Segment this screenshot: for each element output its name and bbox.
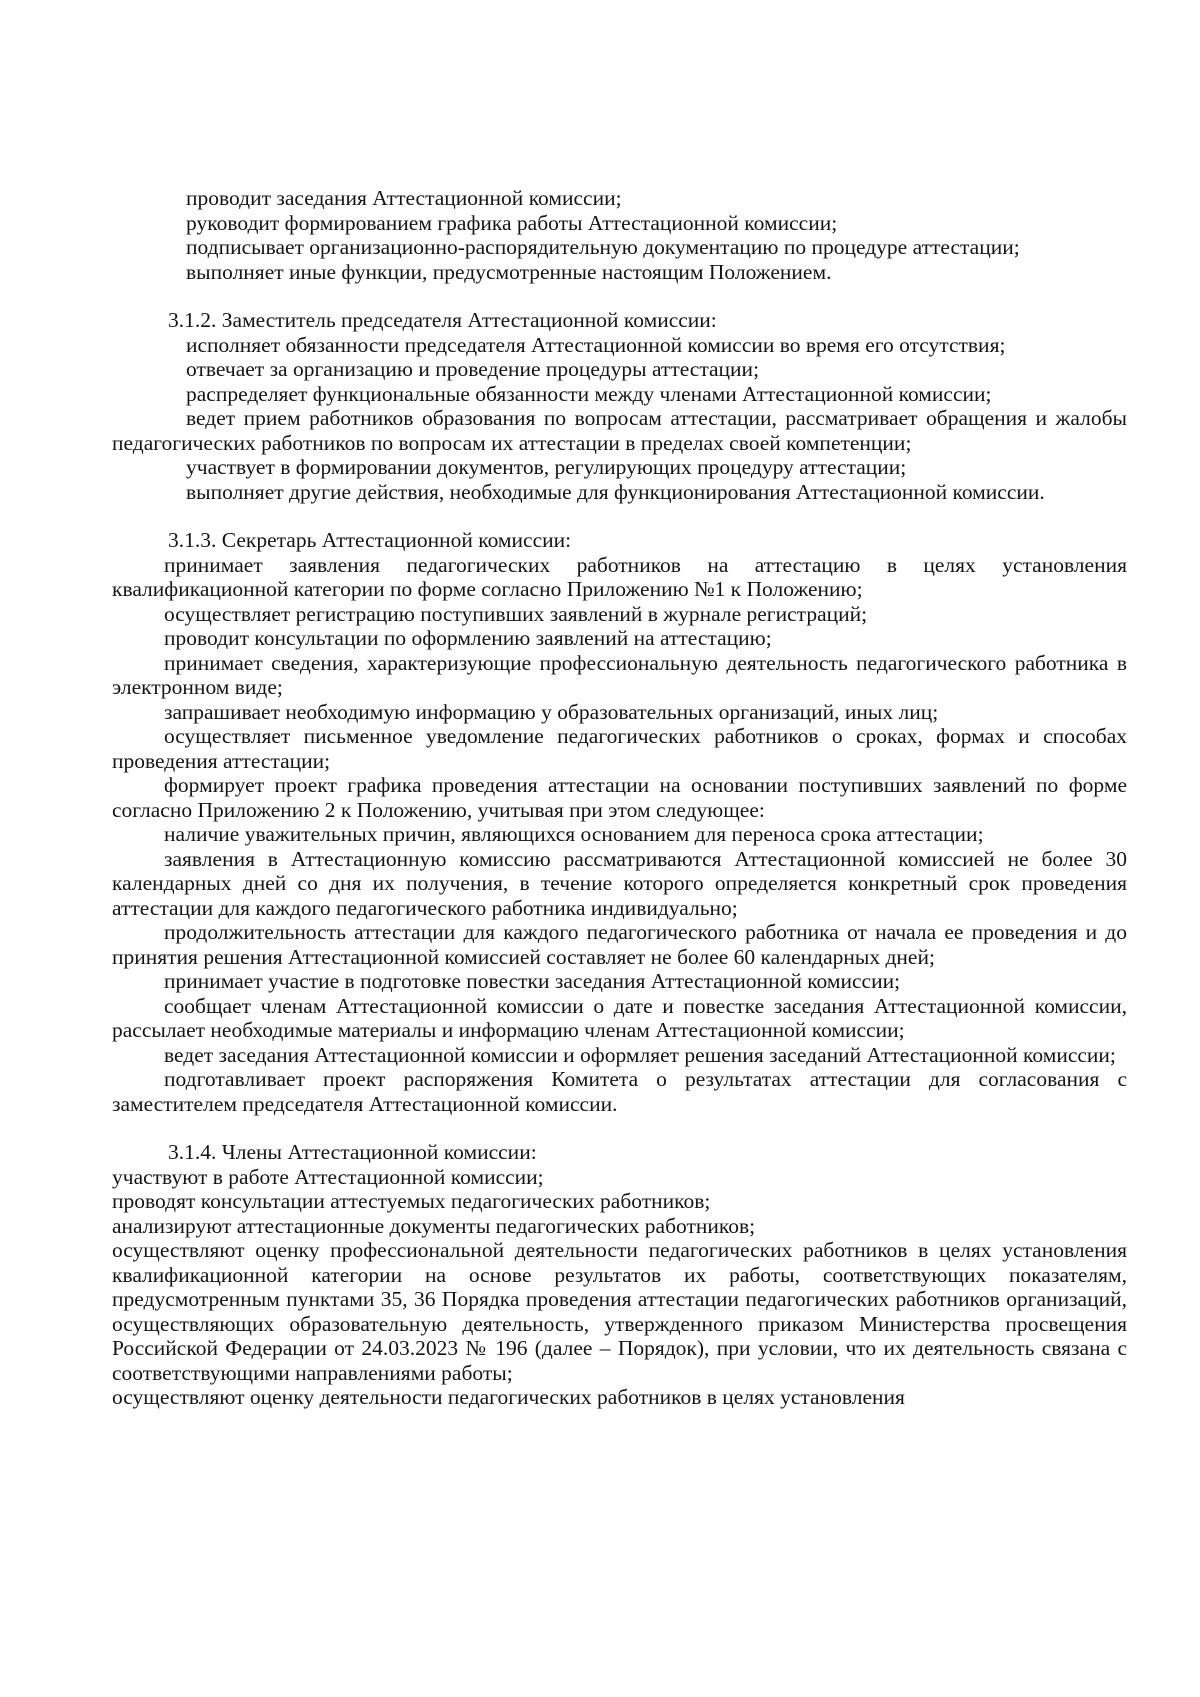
list-item: продолжительность аттестации для каждого педагогического работника от начала ее проведения и до принятия решения Аттестационной комиссией составляет не более 60 календарных дней; [112, 920, 1127, 969]
members-section [112, 1140, 1127, 1410]
list-item: руководит формированием графика работы Аттестационной комиссии; [186, 210, 838, 235]
list-item: осуществляют оценку деятельности педагогических работников в целях установления [112, 1385, 905, 1409]
list-item: исполняет обязанности председателя Аттестационной комиссии во время его отсутствия; [186, 332, 1006, 357]
list-item: осуществляет письменное уведомление педагогических работников о сроках, формах и способах проведения аттестации; [112, 724, 1127, 773]
list-item: принимает участие в подготовке повестки заседания Аттестационной комиссии; [164, 969, 901, 993]
list-item: формирует проект графика проведения аттестации на основании поступивших заявлений по форме согласно Приложению 2 к Положению, учитывая при этом следующее: [112, 773, 1127, 822]
list-item: наличие уважительных причин, являющихся основанием для переноса срока аттестации; [164, 822, 984, 846]
list-item: запрашивает необходимую информацию у образовательных организаций, иных лиц; [164, 699, 939, 724]
list-item: отвечает за организацию и проведение процедуры аттестации; [186, 357, 760, 381]
list-item: принимает заявления педагогических работников на аттестацию в целях установления квалификационной категории по форме согласно Приложению №1 к Положению; [112, 552, 1127, 601]
list-item: участвуют в работе Аттестационной комиссии; [112, 1164, 544, 1189]
list-item: распределяет функциональные обязанности между членами Аттестационной комиссии; [186, 381, 992, 406]
list-item: сообщает членам Аттестационной комиссии о дате и повестке заседания Аттестационной комиссии, рассылает необходимые материалы и информацию членам Аттестационной комиссии; [112, 993, 1127, 1042]
list-item: осуществляют оценку профессиональной деятельности педагогических работников в целях установления квалификационной категории на основе результатов их работы, соответствующих показателям, предусмотренным пунктами 35, 36 Порядка проведения аттестации педагогических работников организаций, осуществляющих образовательную деятельность, утвержденного приказом Министерства просвещения Российской Федерации от 24.03.2023 № 196 (далее – Порядок), при условии, что их деятельность связана с соответствующими направлениями работы; [112, 1238, 1127, 1385]
list-item: заявления в Аттестационную комиссию рассматриваются Аттестационной комиссией не более 30 календарных дней со дня их получения, в течение которого определяется конкретный срок проведения аттестации для каждого педагогического работника индивидуально; [112, 846, 1127, 920]
section-heading-secretary: 3.1.3. Секретарь Аттестационной комиссии: [168, 528, 572, 552]
list-item: подготавливает проект распоряжения Комитета о результатах аттестации для согласования с заместителем председателя Аттестационной комиссии. [112, 1067, 1127, 1116]
list-item: ведет прием работников образования по вопросам аттестации, рассматривает обращения и жалобы педагогических работников по вопросам их аттестации в пределах своей компетенции; [112, 406, 1127, 455]
list-item: подписывает организационно-распорядительную документацию по процедуре аттестации; [186, 235, 1020, 259]
list-item: выполняет другие действия, необходимые для функционирования Аттестационной комиссии. [186, 479, 1045, 504]
list-item: проводит заседания Аттестационной комиссии; [186, 186, 622, 210]
list-item: выполняет иные функции, предусмотренные настоящим Положением. [186, 259, 832, 284]
list-item: проводит консультации по оформлению заявлений на аттестацию; [164, 626, 772, 650]
section-heading-deputy: 3.1.2. Заместитель председателя Аттестационной комиссии: [168, 308, 717, 332]
list-item: участвует в формировании документов, регулирующих процедуру аттестации; [186, 455, 907, 479]
list-item: проводят консультации аттестуемых педагогических работников; [112, 1189, 711, 1213]
list-item: анализируют аттестационные документы педагогических работников; [112, 1213, 756, 1238]
deputy-section [112, 308, 1127, 504]
list-item: осуществляет регистрацию поступивших заявлений в журнале регистраций; [164, 601, 868, 626]
section-heading-members: 3.1.4. Члены Аттестационной комиссии: [168, 1140, 537, 1164]
chair-duties-list [112, 186, 1127, 284]
secretary-section [112, 528, 1127, 1116]
list-item: принимает сведения, характеризующие профессиональную деятельность педагогического работника в электронном виде; [112, 650, 1127, 699]
document-body [112, 186, 1127, 1410]
list-item: ведет заседания Аттестационной комиссии и оформляет решения заседаний Аттестационной комиссии; [164, 1042, 1116, 1067]
